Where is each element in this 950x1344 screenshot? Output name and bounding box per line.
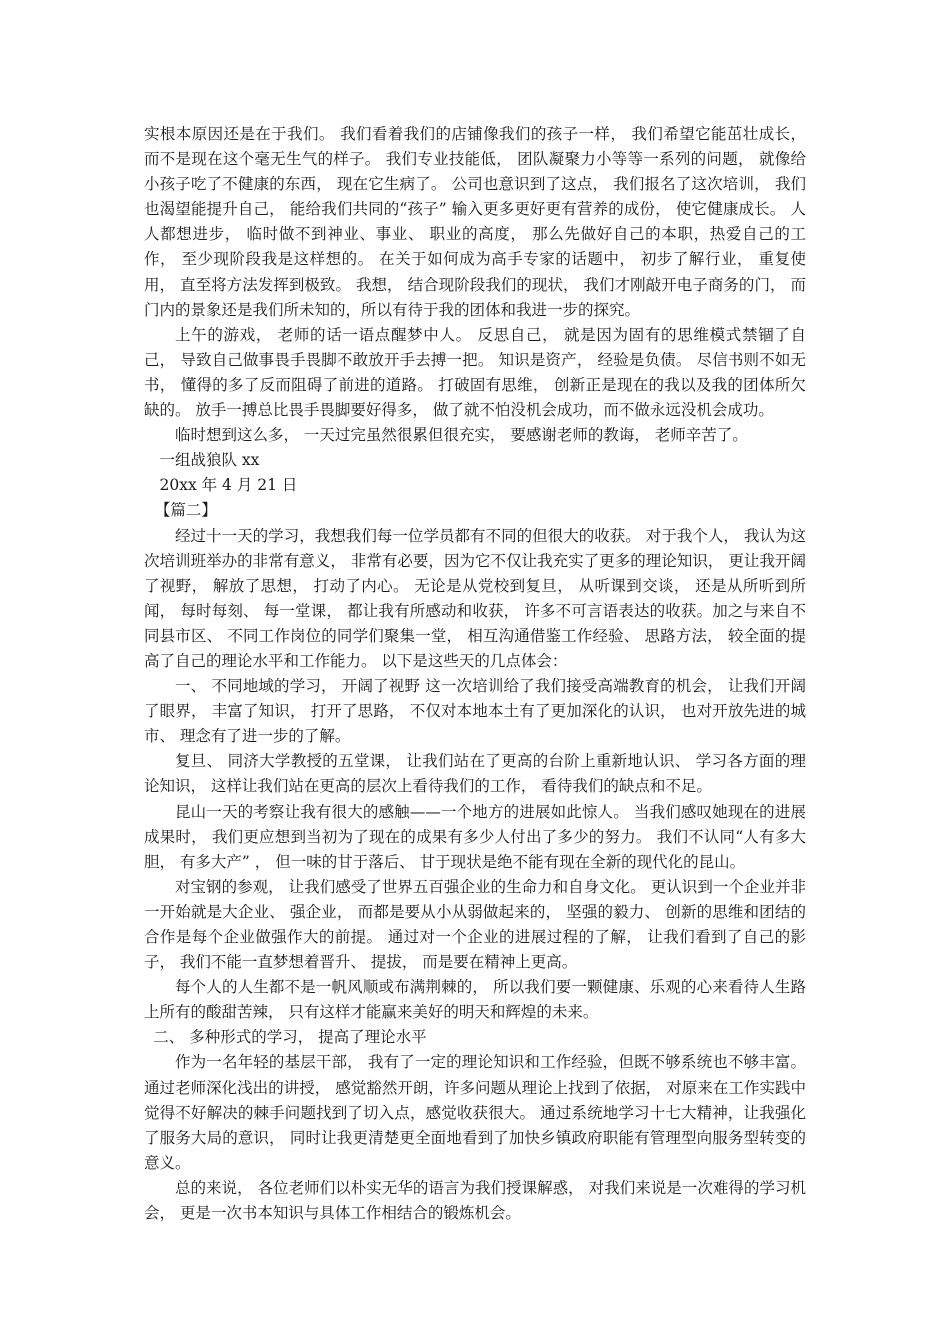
document-body	[144, 122, 806, 1226]
paragraph: 实根本原因还是在于我们。 我们看着我们的店铺像我们的孩子一样， 我们希望它能茁壮成长， 而不是现在这个毫无生气的样子。 我们专业技能低， 团队凝聚力小等等一系列的问题， 就像给小孩子吃了不健康的东西， 现在它生病了。 公司也意识到了这点， 我们报名了这次培训， 我们也渴望能提升自己， 能给我们共同的“孩子” 输入更多更好更有营养的成份， 使它健康成长。 人人都想进步， 临时做不到神业、事业、 职业的高度， 那么先做好自己的本职，热爱自己的工作， 至少现阶段我是这样想的。 在关于如何成为高手专家的话题中， 初步了解行业， 重复使用， 直至将方法发挥到极致。 我想， 结合现阶段我们的现状， 我们才刚敲开电子商务的门， 而门内的景象还是我们所未知的，所以有待于我的团体和我进一步的探究。	[144, 125, 806, 319]
paragraph: 临时想到这么多， 一天过完虽然很累但很充实， 要感谢老师的教诲， 老师辛苦了。	[175, 426, 748, 445]
section-heading: 【篇二】	[154, 501, 217, 520]
paragraph: 复旦、 同济大学教授的五堂课， 让我们站在了更高的台阶上重新地认识、 学习各方面的理论知识， 这样让我们站在更高的层次上看待我们的工作， 看待我们的缺点和不足。	[144, 752, 806, 796]
paragraph: 上午的游戏， 老师的话一语点醒梦中人。 反思自己， 就是因为固有的思维模式禁锢了自己， 导致自己做事畏手畏脚不敢放开手去搏一把。 知识是资产， 经验是负债。 尽信书则不如无书， 懂得的多了反而阻碍了前进的道路。 打破固有思维， 创新正是现在的我以及我的团体所欠缺的。 放手一搏总比畏手畏脚要好得多， 做了就不怕没机会成功，而不做永远没机会成功。	[144, 325, 806, 420]
paragraph: 总的来说， 各位老师们以朴实无华的语言为我们授课解惑， 对我们来说是一次难得的学习机会， 更是一次书本知识与具体工作相结合的锻炼机会。	[144, 1178, 806, 1223]
subsection-heading: 二、 多种形式的学习， 提高了理论水平	[153, 1028, 427, 1047]
signature-date: 20xx 年 4 月 21 日	[159, 476, 298, 495]
paragraph: 经过十一天的学习，我想我们每一位学员都有不同的但很大的收获。 对于我个人， 我认为这次培训班举办的非常有意义， 非常有必要，因为它不仅让我充实了更多的理论知识， 更让我开阔了视野， 解放了思想， 打动了内心。 无论是从党校到复旦， 从听课到交谈， 还是从所听到所闻， 每时每刻、 每一堂课， 都让我有所感动和收获， 许多不可言语表达的收获。加之与来自不同县市区、 不同工作岗位的同学们聚集一堂， 相互沟通借鉴工作经验、 思路方法， 较全面的提高了自己的理论水平和工作能力。 以下是这些天的几点体会：	[144, 526, 806, 670]
paragraph: 昆山一天的考察让我有很大的感触——一个地方的进展如此惊人。 当我们感叹她现在的进展成果时， 我们更应想到当初为了现在的成果有多少人付出了多少的努力。 我们不认同“人有多大胆， 有多大产” ， 但一味的甘于落后、 甘于现状是绝不能有现在全新的现代化的昆山。	[144, 802, 806, 871]
paragraph: 一、 不同地域的学习， 开阔了视野 这一次培训给了我们接受高端教育的机会， 让我们开阔了眼界， 丰富了知识， 打开了思路， 不仅对本地本土有了更加深化的认识， 也对开放先进的城市、 理念有了进一步的了解。	[144, 677, 806, 746]
signature-team: 一组战狼队 xx	[159, 451, 260, 470]
paragraph: 对宝钢的参观， 让我们感受了世界五百强企业的生命力和自身文化。 更认识到一个企业并非一开始就是大企业、 强企业， 而都是要从小从弱做起来的， 坚强的毅力、 创新的思维和团结的合作是每个企业做强作大的前提。 通过对一个企业的进展过程的了解， 让我们看到了自己的影子， 我们不能一直梦想着晋升、 提拔， 而是要在精神上更高。	[144, 877, 806, 972]
paragraph: 每个人的人生都不是一帆风顺或布满荆棘的， 所以我们要一颗健康、乐观的心来看待人生路上所有的酸甜苦辣， 只有这样才能赢来美好的明天和辉煌的未来。	[144, 978, 806, 1022]
paragraph: 作为一名年轻的基层干部， 我有了一定的理论知识和工作经验，但既不够系统也不够丰富。通过老师深化浅出的讲授， 感觉豁然开朗，许多问题从理论上找到了依据， 对原来在工作实践中觉得不好解决的棘手问题找到了切入点，感觉收获很大。 通过系统地学习十七大精神，让我强化了服务大局的意识， 同时让我更清楚更全面地看到了加快乡镇政府职能有管理型向服务型转变的意义。	[144, 1053, 806, 1172]
